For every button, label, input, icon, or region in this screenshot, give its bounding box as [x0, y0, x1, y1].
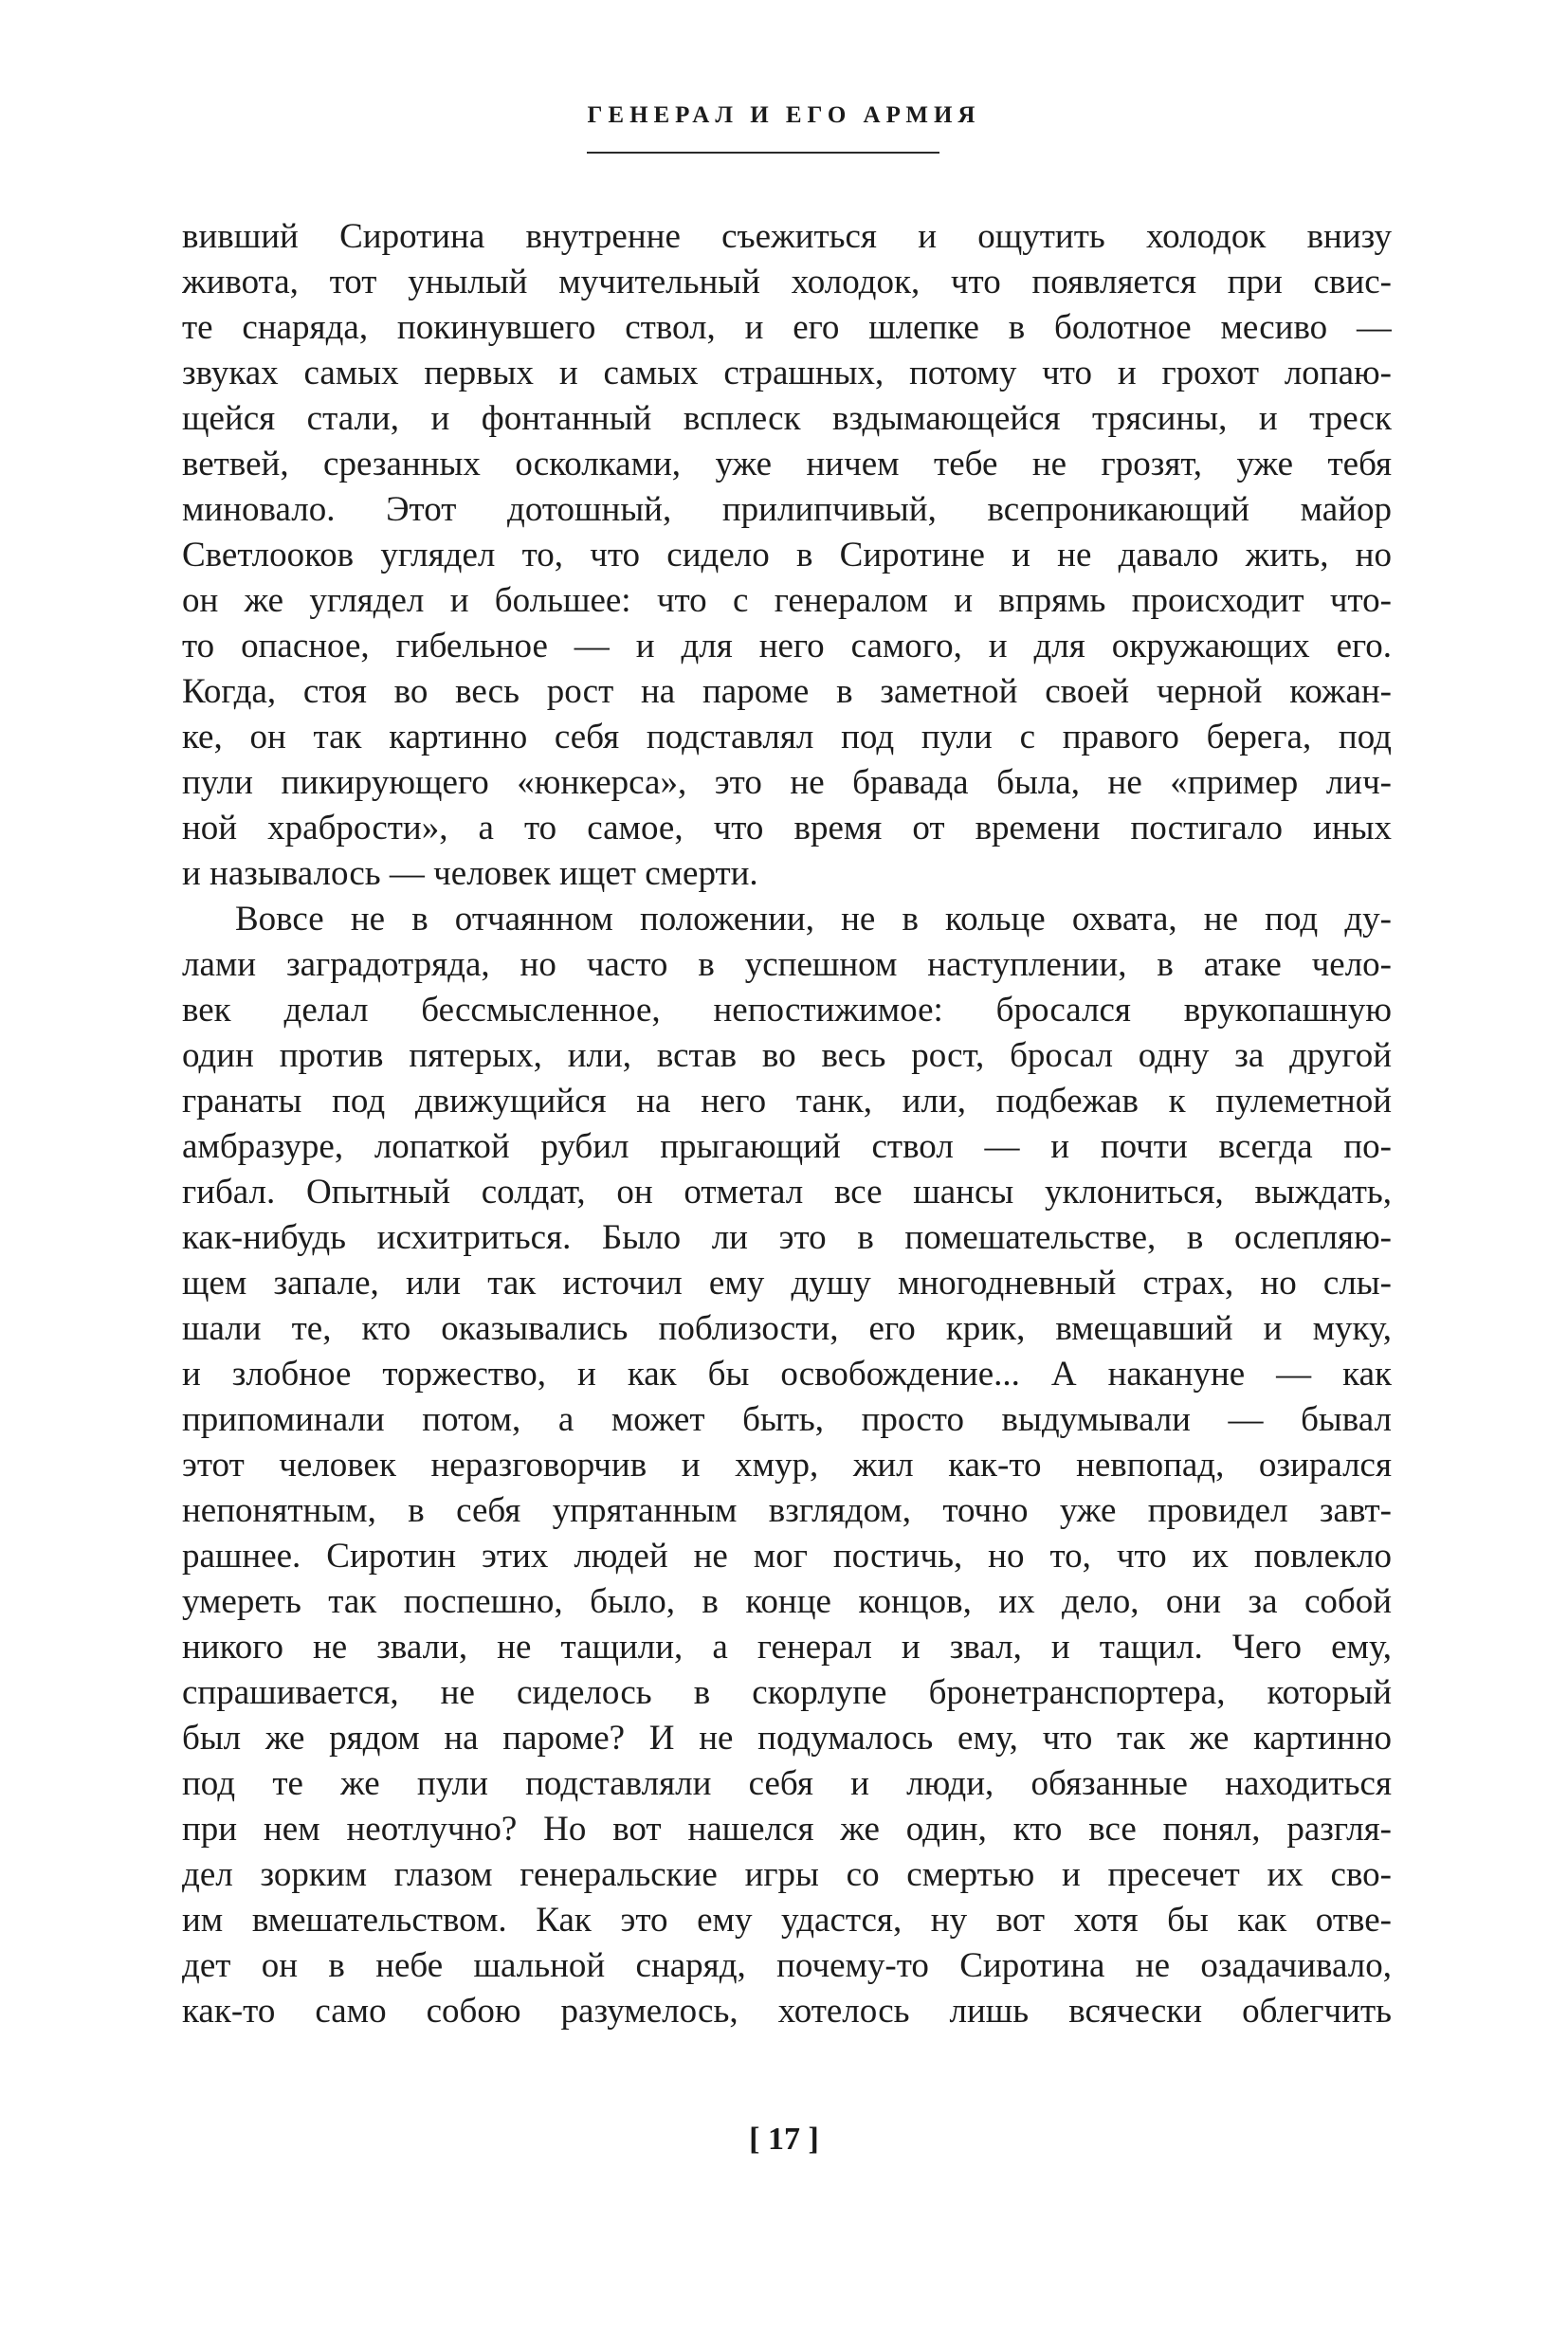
text-line: им вмешательством. Как это ему удастся, ну вот хотя бы как отве- [182, 1901, 1392, 1940]
text-line: те снаряда, покинувшего ствол, и его шлепке в болотное месиво — [182, 308, 1392, 347]
paragraph-1 [182, 214, 1392, 897]
text-line: при нем неотлучно? Но вот нашелся же один, кто все понял, разгля- [182, 1810, 1392, 1849]
text-line: живота, тот унылый мучительный холодок, что появляется при свис- [182, 263, 1392, 301]
running-title: ГЕНЕРАЛ И ЕГО АРМИЯ [587, 102, 981, 128]
text-line: миновало. Этот дотошный, прилипчивый, всепроникающий майор [182, 490, 1392, 529]
text-line: щем запале, или так источил ему душу многодневный страх, но слы- [182, 1264, 1392, 1303]
text-line: гранаты под движущийся на него танк, или, подбежав к пулеметной [182, 1082, 1392, 1121]
text-line: звуках самых первых и самых страшных, потому что и грохот лопаю- [182, 354, 1392, 392]
text-line: никого не звали, не тащили, а генерал и звал, и тащил. Чего ему, [182, 1628, 1392, 1667]
text-line: и называлось — человек ищет смерти. [182, 854, 758, 893]
text-line: то опасное, гибельное — и для него самого, и для окружающих его. [182, 627, 1392, 665]
header-rule [587, 152, 939, 154]
text-line: гибал. Опытный солдат, он отметал все шансы уклониться, выждать, [182, 1173, 1392, 1212]
body-text [182, 214, 1392, 2034]
text-line: и злобное торжество, и как бы освобождение... А накануне — как [182, 1355, 1392, 1394]
text-line: Вовсе не в отчаянном положении, не в кольце охвата, не под ду- [235, 900, 1392, 939]
text-line: как-то само собою разумелось, хотелось лишь всячески облегчить [182, 1992, 1392, 2031]
text-line: под те же пули подставляли себя и люди, обязанные находиться [182, 1764, 1392, 1803]
text-line: рашнее. Сиротин этих людей не мог постичь, но то, что их повлекло [182, 1537, 1392, 1576]
text-line: спрашивается, не сиделось в скорлупе бронетранспортера, который [182, 1673, 1392, 1712]
text-line: ной храбрости», а то самое, что время от времени постигало иных [182, 809, 1392, 847]
text-line: шали те, кто оказывались поблизости, его крик, вмещавший и муку, [182, 1309, 1392, 1348]
text-line: этот человек неразговорчив и хмур, жил как-то невпопад, озирался [182, 1446, 1392, 1485]
text-line: Светлооков углядел то, что сидело в Сиротине и не давало жить, но [182, 536, 1392, 574]
text-line: как-нибудь исхитриться. Было ли это в помешательстве, в ослепляю- [182, 1218, 1392, 1257]
text-line: амбразуре, лопаткой рубил прыгающий ствол — и почти всегда по- [182, 1127, 1392, 1166]
text-line: пули пикирующего «юнкерса», это не бравада была, не «пример лич- [182, 763, 1392, 802]
text-line: Когда, стоя во весь рост на пароме в заметной своей черной кожан- [182, 672, 1392, 711]
text-line: один против пятерых, или, встав во весь рост, бросал одну за другой [182, 1036, 1392, 1075]
text-line: ветвей, срезанных осколками, уже ничем тебе не грозят, уже тебя [182, 445, 1392, 483]
text-line: умереть так поспешно, было, в конце концов, их дело, они за собой [182, 1582, 1392, 1621]
paragraph-2 [182, 897, 1392, 2034]
text-line: он же углядел и большее: что с генералом и впрямь происходит что- [182, 581, 1392, 620]
text-line: дел зорким глазом генеральские игры со смертью и пресечет их сво- [182, 1855, 1392, 1894]
text-line: непонятным, в себя упрятанным взглядом, точно уже провидел завт- [182, 1491, 1392, 1530]
text-line: щейся стали, и фонтанный всплеск вздымающейся трясины, и треск [182, 399, 1392, 438]
text-line: дет он в небе шальной снаряд, почему-то Сиротина не озадачивало, [182, 1946, 1392, 1985]
text-line: припоминали потом, а может быть, просто выдумывали — бывал [182, 1400, 1392, 1439]
text-line: вивший Сиротина внутренне съежиться и ощутить холодок внизу [182, 217, 1392, 256]
page-number: [ 17 ] [749, 2122, 819, 2157]
text-line: век делал бессмысленное, непостижимое: бросался врукопашную [182, 991, 1392, 1030]
text-line: лами заградотряда, но часто в успешном наступлении, в атаке чело- [182, 945, 1392, 984]
text-line: был же рядом на пароме? И не подумалось ему, что так же картинно [182, 1719, 1392, 1758]
text-line: ке, он так картинно себя подставлял под пули с правого берега, под [182, 718, 1392, 756]
